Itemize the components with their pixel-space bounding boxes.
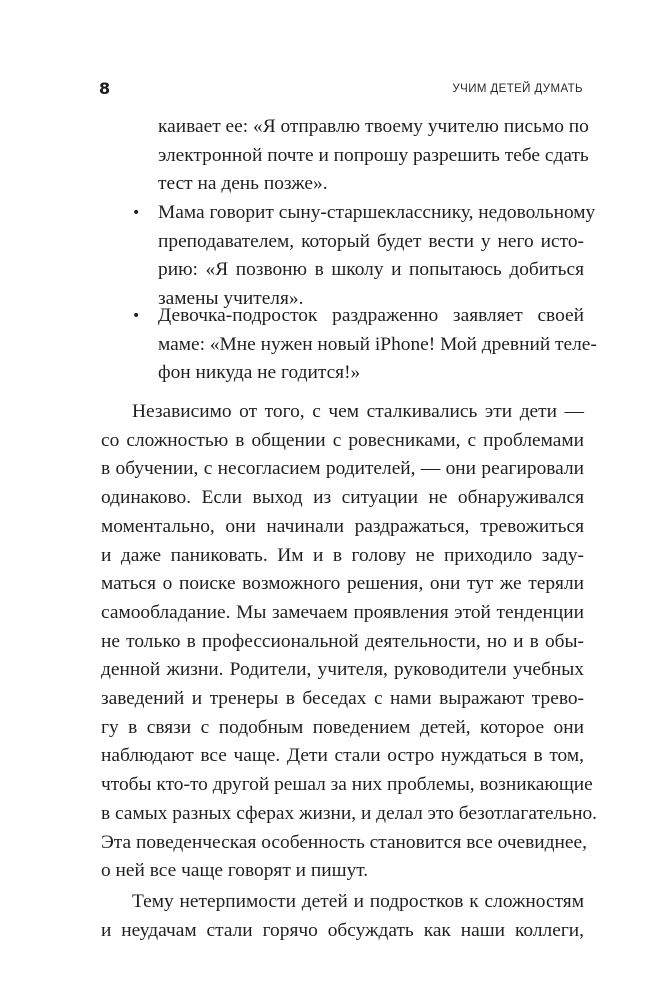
text-line: одинаково. Если выход из ситуации не обнаруживался: [101, 487, 584, 509]
text-line: в обучении, с несогласием родителей, — они реагировали: [101, 458, 584, 480]
text-line: каивает ее: «Я отправлю твоему учителю письмо по: [158, 116, 589, 137]
text-line: чтобы кто-то другой решал за них проблемы, возникающие: [101, 774, 593, 796]
text-line: со сложностью в общении с ровесниками, с проблемами: [101, 429, 584, 451]
text-line: преподавателем, который будет вести у него исто-: [158, 230, 584, 252]
text-line: маме: «Мне нужен новый iPhone! Мой древний теле-: [158, 333, 597, 355]
body-paragraph: [101, 888, 584, 945]
bullet-marker: •: [132, 308, 141, 324]
text-line: электронной почте и попрошу разрешить тебе сдать: [158, 144, 589, 166]
bullet-continuation: [158, 113, 589, 199]
text-line: Девочка-подросток раздраженно заявляет своей: [158, 305, 584, 326]
text-line: Независимо от того, с чем сталкивались эти дети —: [132, 401, 584, 422]
text-line: и неудачам стали горячо обсуждать как наши коллеги,: [101, 919, 584, 941]
text-line: в самых разных сферах жизни, и делал это безотлагательно.: [101, 802, 597, 824]
bullet-item: [158, 302, 597, 388]
text-line: маться о поиске возможного решения, они тут же теряли: [101, 573, 584, 595]
text-line: тест на день позже».: [158, 173, 328, 195]
text-line: не только в профессиональной деятельности, но и в обы-: [101, 630, 584, 652]
text-line: денной жизни. Родители, учителя, руководители учебных: [101, 659, 584, 681]
text-line: рию: «Я позвоню в школу и попытаюсь добиться: [158, 259, 584, 281]
body-paragraph: [101, 398, 597, 886]
text-line: замены учителя».: [158, 288, 304, 310]
text-line: фон никуда не годится!»: [158, 362, 361, 384]
text-line: моментально, они начинали раздражаться, тревожиться: [101, 515, 584, 537]
bullet-marker: •: [132, 205, 141, 221]
text-line: гу в связи с подобным поведением детей, которое они: [101, 716, 584, 738]
text-line: и даже паниковать. Им и в голову не приходило заду-: [101, 544, 584, 566]
text-line: самообладание. Мы замечаем проявления этой тенденции: [101, 601, 584, 623]
text-line: о ней все чаще говорят и пишут.: [101, 860, 369, 882]
text-line: Тему нетерпимости детей и подростков к сложностям: [132, 891, 584, 912]
text-line: Эта поведенческая особенность становится все очевиднее,: [101, 831, 587, 853]
text-line: наблюдают все чаще. Дети стали остро нуждаться в том,: [101, 745, 584, 767]
bullet-item: [158, 199, 596, 314]
running-header: УЧИМ ДЕТЕЙ ДУМАТЬ: [452, 83, 583, 95]
text-line: Мама говорит сыну-старшекласснику, недовольному: [158, 202, 596, 223]
page-number: 8: [99, 79, 111, 98]
text-line: заведений и тренеры в беседах с нами выражают трево-: [101, 688, 584, 710]
